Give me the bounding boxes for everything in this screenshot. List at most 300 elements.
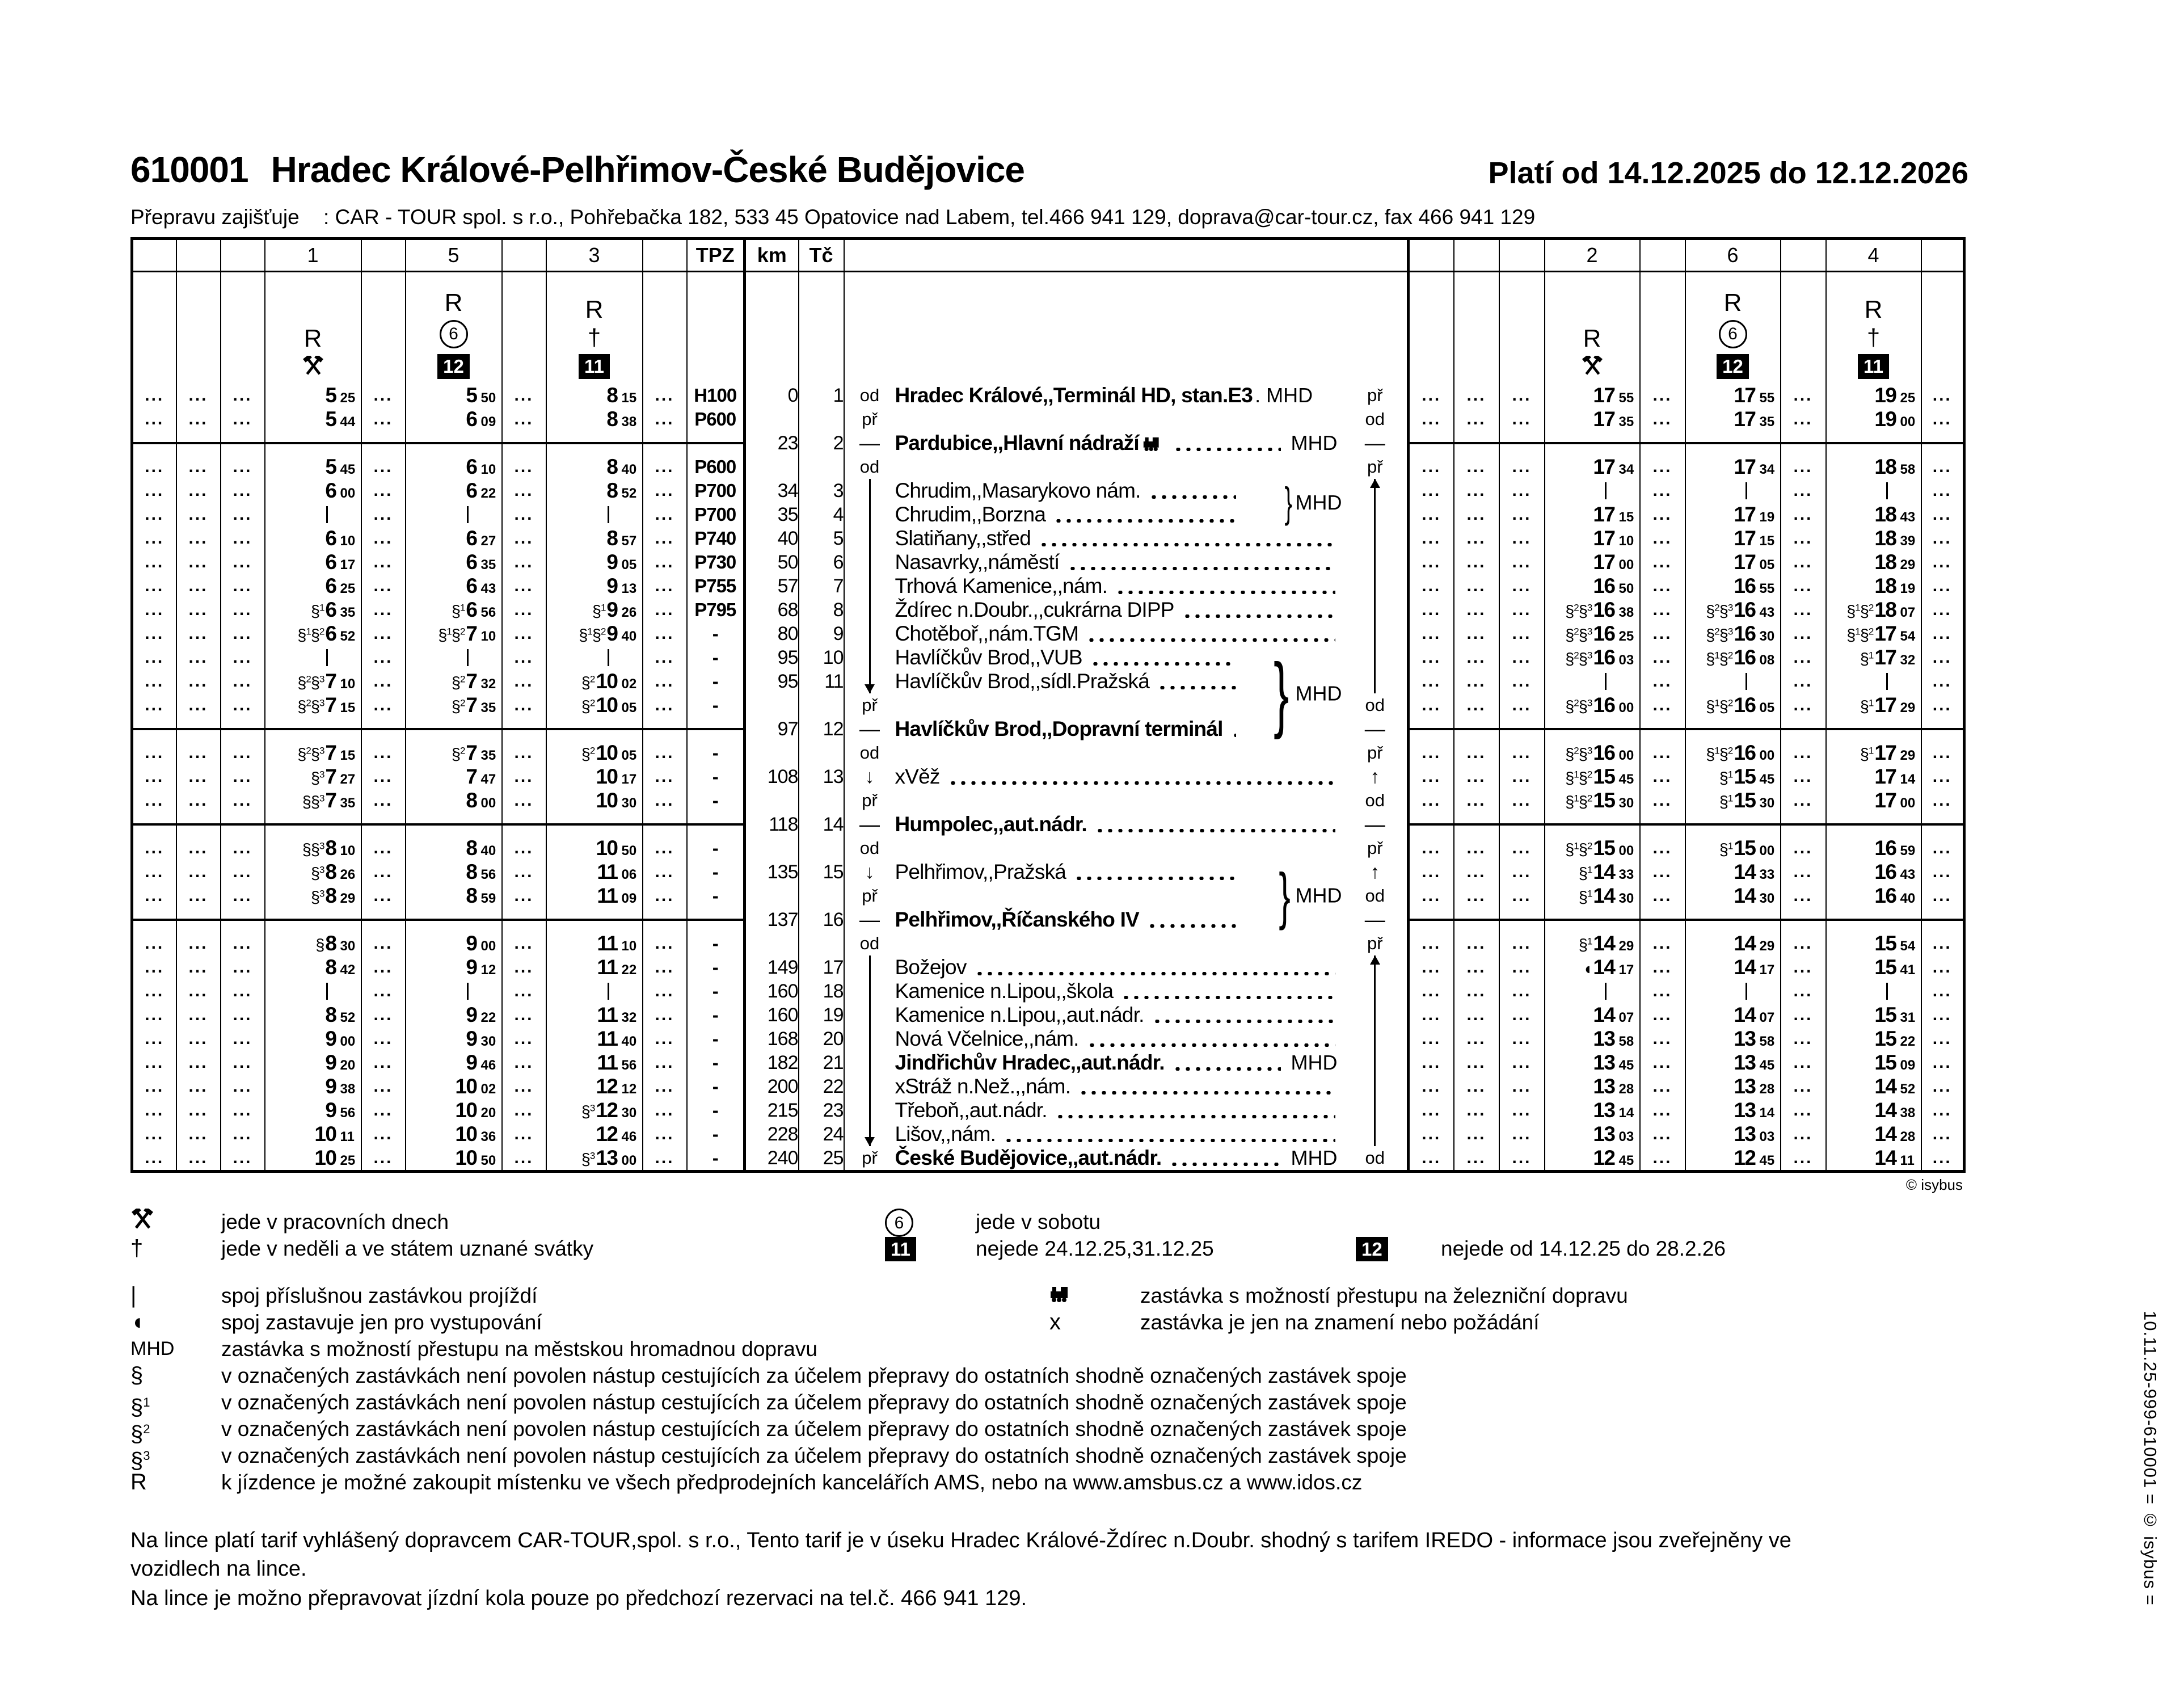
time-cell: 14 11 (1826, 1146, 1921, 1172)
time-cell: §$^1$§$^2$7 10 (406, 622, 502, 646)
no-service-marker: ... (221, 503, 265, 527)
time-cell (546, 979, 643, 1003)
time-cell: §$^1$§$^2$16 00 (1685, 741, 1781, 765)
no-service-marker: ... (1781, 741, 1826, 765)
mhd-label: MHD (1291, 1051, 1338, 1074)
station-name: Pelhřimov,,Pražská (895, 860, 1066, 883)
time-cell: §$^1$§$^2$6 52 (265, 622, 361, 646)
no-service-marker: ... (1921, 860, 1964, 884)
service-symbols-cell: R 6 12 (1685, 272, 1781, 384)
no-service-marker: ... (502, 1051, 546, 1075)
rule-cell (1640, 717, 1685, 741)
no-service-marker: ... (176, 979, 221, 1003)
station-cell (895, 1098, 1343, 1122)
no-service-marker: ... (221, 884, 265, 908)
no-service-marker: ... (1454, 932, 1499, 955)
tc-cell: 12 (799, 717, 844, 741)
km-cell: 97 (745, 717, 799, 741)
dotted-leader (1053, 519, 1236, 523)
time-cell: 5 45 (265, 455, 361, 479)
tc-cell: 3 (799, 479, 844, 503)
rule-cell (1409, 813, 1454, 836)
km-cell: 228 (745, 1122, 799, 1146)
tc-cell (799, 741, 844, 765)
tc-cell: 17 (799, 955, 844, 979)
rule-cell (1781, 813, 1826, 836)
time-cell: 19 00 (1826, 407, 1921, 431)
arrival-departure-label-left: — (844, 908, 895, 932)
tpz-cell: - (687, 1122, 745, 1146)
arrival-departure-label-left: ↓ (844, 860, 895, 884)
no-service-marker: ... (221, 455, 265, 479)
mhd-group-bracket: } MHD (1284, 479, 1342, 527)
no-service-marker: ... (1499, 574, 1545, 598)
arrival-departure-label-right: př (1367, 457, 1383, 477)
workdays-icon (130, 1209, 210, 1236)
mhd-label: MHD (1295, 883, 1342, 907)
no-service-marker: ... (132, 1051, 176, 1075)
time-cell (546, 503, 643, 527)
exit-only-icon: ◖ (130, 1310, 145, 1335)
dotted-leader (1039, 543, 1335, 546)
rule-cell (176, 717, 221, 741)
timetable-row (132, 598, 1964, 622)
rule-cell (546, 431, 643, 455)
arrival-departure-label-left (844, 1051, 895, 1075)
no-service-marker: ... (1499, 503, 1545, 527)
arrival-departure-label-right (1343, 1075, 1409, 1098)
no-service-marker: ... (1921, 407, 1964, 431)
symbols-spacer (844, 272, 895, 384)
no-service-marker: ... (502, 550, 546, 574)
no-service-marker: ... (361, 598, 406, 622)
no-service-marker: ... (643, 1098, 687, 1122)
time-cell: §$^1$§$^2$15 00 (1545, 836, 1640, 860)
mhd-label: MHD (1295, 491, 1342, 514)
no-service-marker: ... (1921, 765, 1964, 789)
no-service-marker: ... (1499, 955, 1545, 979)
time-cell: §$^2$§$^3$7 15 (265, 741, 361, 765)
legend-sunday: jede v neděli a ve státem uznané svátky (221, 1237, 594, 1260)
no-service-marker: ... (221, 1098, 265, 1122)
time-cell: §$^2$10 02 (546, 670, 643, 693)
pass-through-marker (1886, 983, 1888, 1000)
dotted-leader (1169, 1163, 1280, 1166)
no-service-marker: ... (361, 527, 406, 550)
arrival-departure-label-right (1343, 622, 1409, 646)
time-cell: 17 55 (1545, 384, 1640, 407)
no-service-marker: ... (1409, 932, 1454, 955)
rule-cell (1640, 908, 1685, 932)
symbols-spacer (745, 272, 799, 384)
tc-cell: 2 (799, 431, 844, 455)
no-service-marker: ... (502, 955, 546, 979)
time-cell: 9 56 (265, 1098, 361, 1122)
no-service-marker: ... (1499, 1075, 1545, 1098)
mhd-label: MHD (1291, 431, 1338, 454)
station-cell (895, 384, 1343, 407)
time-cell: 15 31 (1826, 1003, 1921, 1027)
no-service-marker: ... (361, 550, 406, 574)
time-cell: 11 32 (546, 1003, 643, 1027)
no-service-marker: ... (643, 1027, 687, 1051)
pass-through-marker (1605, 673, 1607, 690)
no-service-marker: ... (361, 622, 406, 646)
time-cell: 8 42 (265, 955, 361, 979)
km-cell: 50 (745, 550, 799, 574)
time-cell: 9 12 (406, 955, 502, 979)
no-service-marker: ... (361, 1146, 406, 1172)
no-service-marker: ... (1781, 550, 1826, 574)
no-service-marker: ... (1454, 670, 1499, 693)
station-name: Havlíčkův Brod,,VUB (895, 646, 1082, 669)
no-service-marker: ... (132, 1122, 176, 1146)
no-service-marker: ... (1454, 1051, 1499, 1075)
station-cell (895, 741, 1343, 765)
time-cell: 6 27 (406, 527, 502, 550)
no-service-marker: ... (1640, 1051, 1685, 1075)
time-cell: §$^1$15 30 (1685, 789, 1781, 813)
time-cell: §$^2$7 35 (406, 693, 502, 717)
connection-number-header: 5 (406, 239, 502, 272)
no-service-marker: ... (502, 1098, 546, 1122)
time-cell: §$^2$10 05 (546, 693, 643, 717)
note-box: 12 (1717, 354, 1749, 379)
rule-cell (1826, 813, 1921, 836)
rule-cell (361, 717, 406, 741)
validity-text: Platí od 14.12.2025 do 12.12.2026 (1488, 156, 1968, 190)
no-service-marker: ... (1640, 884, 1685, 908)
symbols-spacer (1640, 272, 1685, 384)
km-cell: 135 (745, 860, 799, 884)
no-service-marker: ... (221, 932, 265, 955)
time-cell: 18 43 (1826, 503, 1921, 527)
timetable-row (132, 646, 1964, 670)
legend-par3: v označených zastávkách není povolen nástup cestujících za účelem přepravy do ostatních shodně označených zastávek spoje (221, 1444, 1407, 1467)
arrival-departure-label-right: př (1367, 933, 1383, 953)
time-cell: §$^2$§$^3$16 25 (1545, 622, 1640, 646)
time-cell (406, 979, 502, 1003)
legend-pass: spoj příslušnou zastávkou projíždí (221, 1284, 538, 1307)
tpz-cell: - (687, 860, 745, 884)
arrival-departure-label-right (1343, 1003, 1409, 1027)
no-service-marker: ... (502, 1146, 546, 1172)
rule-cell (1685, 717, 1781, 741)
symbols-spacer (132, 272, 176, 384)
arrival-departure-label-left (844, 670, 895, 693)
arrival-departure-label-left (844, 550, 895, 574)
time-cell: 14 33 (1685, 860, 1781, 884)
tpz-cell: - (687, 646, 745, 670)
time-cell: §$^1$§$^2$15 45 (1545, 765, 1640, 789)
no-service-marker: ... (1409, 836, 1454, 860)
pass-through-marker (608, 506, 609, 523)
arrival-departure-label-right (1343, 550, 1409, 574)
legend-train: zastávka s možností přestupu na železniční dopravu (1140, 1284, 1628, 1307)
no-service-marker: ... (1409, 884, 1454, 908)
time-cell: §$^1$6 56 (406, 598, 502, 622)
time-cell: 12 12 (546, 1075, 643, 1098)
no-service-marker: ... (502, 455, 546, 479)
no-service-marker: ... (221, 1003, 265, 1027)
no-service-marker: ... (1499, 693, 1545, 717)
no-service-marker: ... (1640, 1027, 1685, 1051)
time-cell: 11 10 (546, 932, 643, 955)
timetable-row (132, 384, 1964, 407)
time-cell: 9 30 (406, 1027, 502, 1051)
arrow-down-icon (865, 1137, 875, 1146)
time-cell: 9 00 (406, 932, 502, 955)
no-service-marker: ... (1781, 1051, 1826, 1075)
no-service-marker: ... (502, 979, 546, 1003)
tpz-cell: P740 (687, 527, 745, 550)
no-service-marker: ... (221, 1075, 265, 1098)
no-service-marker: ... (643, 789, 687, 813)
rule-cell (546, 908, 643, 932)
station-cell (895, 979, 1343, 1003)
station-name: Nová Včelnice,,nám. (895, 1027, 1079, 1050)
no-service-marker: ... (1921, 1122, 1964, 1146)
time-cell: 8 38 (546, 407, 643, 431)
station-cell (895, 717, 1343, 741)
time-cell: ◖14 17 (1545, 955, 1640, 979)
no-service-marker: ... (1409, 741, 1454, 765)
no-service-marker: ... (132, 407, 176, 431)
no-service-marker: ... (1781, 1098, 1826, 1122)
tpz-cell: - (687, 765, 745, 789)
legend (130, 1209, 1968, 1496)
station-name: Humpolec,,aut.nádr. (895, 813, 1087, 836)
no-service-marker: ... (1454, 598, 1499, 622)
time-cell: §$^3$8 29 (265, 884, 361, 908)
station-cell (895, 1027, 1343, 1051)
tpz-cell: - (687, 789, 745, 813)
km-cell: 95 (745, 646, 799, 670)
station-name: Havlíčkův Brod,,sídl.Pražská (895, 670, 1149, 693)
no-service-marker: ... (361, 693, 406, 717)
no-service-marker: ... (1781, 479, 1826, 503)
isybus-copyright: © isybus (1905, 1176, 1963, 1193)
rule-cell (1826, 908, 1921, 932)
arrival-departure-label-right (1343, 1051, 1409, 1075)
no-service-marker: ... (176, 765, 221, 789)
time-cell: 15 09 (1826, 1051, 1921, 1075)
no-service-marker: ... (643, 527, 687, 550)
no-service-marker: ... (1454, 789, 1499, 813)
tc-cell: 5 (799, 527, 844, 550)
timetable-row (132, 1051, 1964, 1075)
time-cell: §$^2$7 32 (406, 670, 502, 693)
km-cell: 200 (745, 1075, 799, 1098)
time-cell: §§$^3$8 10 (265, 836, 361, 860)
station-name: Chrudim,,Borzna (895, 503, 1046, 526)
rule-cell (132, 431, 176, 455)
symbols-spacer (1499, 272, 1545, 384)
no-service-marker: ... (643, 574, 687, 598)
tc-cell: 24 (799, 1122, 844, 1146)
no-service-marker: ... (361, 1075, 406, 1098)
timetable-row (132, 574, 1964, 598)
arrival-departure-label-right: — (1364, 717, 1385, 740)
rule-cell (406, 908, 502, 932)
station-name: Pelhřimov,,Říčanského IV (895, 908, 1139, 931)
time-cell: 17 35 (1685, 407, 1781, 431)
no-service-marker: ... (1921, 1051, 1964, 1075)
no-service-marker: ... (643, 479, 687, 503)
service-symbols-cell: R 6 12 (406, 272, 502, 384)
tc-cell: 6 (799, 550, 844, 574)
tc-cell (799, 693, 844, 717)
station-cell (895, 646, 1343, 670)
km-cell: 0 (745, 384, 799, 407)
no-service-marker: ... (1640, 646, 1685, 670)
pass-through-marker (467, 506, 469, 523)
no-service-marker: ... (132, 622, 176, 646)
time-cell: §$^1$9 26 (546, 598, 643, 622)
arrow-down-icon (865, 684, 875, 693)
arrival-departure-label-right (1343, 955, 1409, 979)
no-service-marker: ... (221, 955, 265, 979)
arrival-departure-label-left: — (844, 813, 895, 836)
legend-mhd: zastávka s možností přestupu na městskou hromadnou dopravu (221, 1337, 817, 1361)
mhd-group-bracket: } MHD (1279, 860, 1342, 931)
no-service-marker: ... (1640, 1122, 1685, 1146)
dotted-leader (975, 972, 1335, 975)
no-service-marker: ... (1409, 860, 1454, 884)
rule-cell (221, 717, 265, 741)
note-box: 12 (437, 354, 470, 379)
no-service-marker: ... (176, 550, 221, 574)
time-cell: 17 00 (1826, 789, 1921, 813)
timetable-row (132, 908, 1964, 932)
no-service-marker: ... (643, 932, 687, 955)
time-cell: 6 00 (265, 479, 361, 503)
no-service-marker: ... (1409, 1075, 1454, 1098)
no-service-marker: ... (1640, 574, 1685, 598)
no-service-marker: ... (361, 955, 406, 979)
km-cell: 160 (745, 1003, 799, 1027)
tc-cell: 19 (799, 1003, 844, 1027)
no-service-marker: ... (1499, 765, 1545, 789)
no-service-marker: ... (643, 670, 687, 693)
no-service-marker: ... (176, 574, 221, 598)
rule-cell (546, 717, 643, 741)
tpz-cell: - (687, 979, 745, 1003)
time-cell (1685, 479, 1781, 503)
rule-cell (132, 813, 176, 836)
time-cell: 17 55 (1685, 384, 1781, 407)
km-cell: 57 (745, 574, 799, 598)
km-cell: 182 (745, 1051, 799, 1075)
tpz-cell: - (687, 932, 745, 955)
rule-cell (406, 813, 502, 836)
no-service-marker: ... (502, 622, 546, 646)
km-cell (745, 693, 799, 717)
legend-note12: nejede od 14.12.25 do 28.2.26 (1441, 1237, 1726, 1260)
dotted-leader (1152, 1020, 1335, 1023)
no-service-marker: ... (1781, 932, 1826, 955)
no-service-marker: ... (176, 693, 221, 717)
no-service-marker: ... (361, 979, 406, 1003)
arrival-departure-label-left: př (844, 884, 895, 908)
arrival-departure-label-left: př (844, 1146, 895, 1172)
par3-icon: §$^3$ (130, 1448, 150, 1474)
timetable-row (132, 1003, 1964, 1027)
tpz-cell: - (687, 955, 745, 979)
no-service-marker: ... (1409, 646, 1454, 670)
time-cell: 8 40 (546, 455, 643, 479)
legend-on-request: zastávka je jen na znamení nebo požádání (1140, 1311, 1540, 1334)
time-cell: 13 58 (1685, 1027, 1781, 1051)
time-cell: 8 57 (546, 527, 643, 550)
time-cell: §$^2$§$^3$16 00 (1545, 741, 1640, 765)
symbols-spacer (221, 272, 265, 384)
no-service-marker: ... (132, 503, 176, 527)
arrival-departure-label-right (1343, 670, 1409, 693)
tc-cell: 8 (799, 598, 844, 622)
no-service-marker: ... (1454, 979, 1499, 1003)
arrival-departure-label-left: od (844, 836, 895, 860)
station-cell (895, 765, 1343, 789)
time-cell: 18 39 (1826, 527, 1921, 550)
no-service-marker: ... (361, 741, 406, 765)
no-service-marker: ... (1454, 693, 1499, 717)
tariff-notes (130, 1526, 1821, 1613)
no-service-marker: ... (1781, 693, 1826, 717)
time-cell: 11 40 (546, 1027, 643, 1051)
mhd-symbol: MHD (130, 1338, 175, 1359)
no-service-marker: ... (1454, 574, 1499, 598)
no-service-marker: ... (502, 574, 546, 598)
dotted-leader (1095, 829, 1335, 832)
km-cell (745, 789, 799, 813)
no-service-marker: ... (643, 407, 687, 431)
dotted-leader (1173, 1067, 1281, 1071)
time-cell: §$^2$§$^3$16 00 (1545, 693, 1640, 717)
time-cell: 17 10 (1545, 527, 1640, 550)
timetable-row (132, 836, 1964, 860)
rule-cell (1409, 717, 1454, 741)
time-cell: §$^1$§$^2$17 54 (1826, 622, 1921, 646)
no-service-marker: ... (1640, 598, 1685, 622)
page-title (130, 149, 1024, 191)
arrival-departure-label-right (1343, 1122, 1409, 1146)
dotted-leader (1147, 924, 1236, 928)
symbols-spacer (1409, 272, 1454, 384)
on-request-icon: x (1049, 1310, 1061, 1335)
time-cell: 16 40 (1826, 884, 1921, 908)
time-cell (1826, 479, 1921, 503)
tpz-cell: - (687, 1098, 745, 1122)
rule-cell (265, 431, 361, 455)
no-service-marker: ... (361, 670, 406, 693)
no-service-marker: ... (132, 455, 176, 479)
timetable-row (132, 479, 1964, 503)
connection-number-header: 6 (1685, 239, 1781, 272)
no-service-marker: ... (176, 407, 221, 431)
no-service-marker: ... (1409, 1003, 1454, 1027)
no-service-marker: ... (1454, 860, 1499, 884)
rule-cell (221, 431, 265, 455)
time-cell: §$^1$§$^2$18 07 (1826, 598, 1921, 622)
no-service-marker: ... (1640, 550, 1685, 574)
timetable-row (132, 503, 1964, 527)
no-service-marker: ... (1640, 1098, 1685, 1122)
no-service-marker: ... (643, 884, 687, 908)
timetable-row (132, 1098, 1964, 1122)
no-service-marker: ... (1781, 789, 1826, 813)
km-cell (745, 741, 799, 765)
